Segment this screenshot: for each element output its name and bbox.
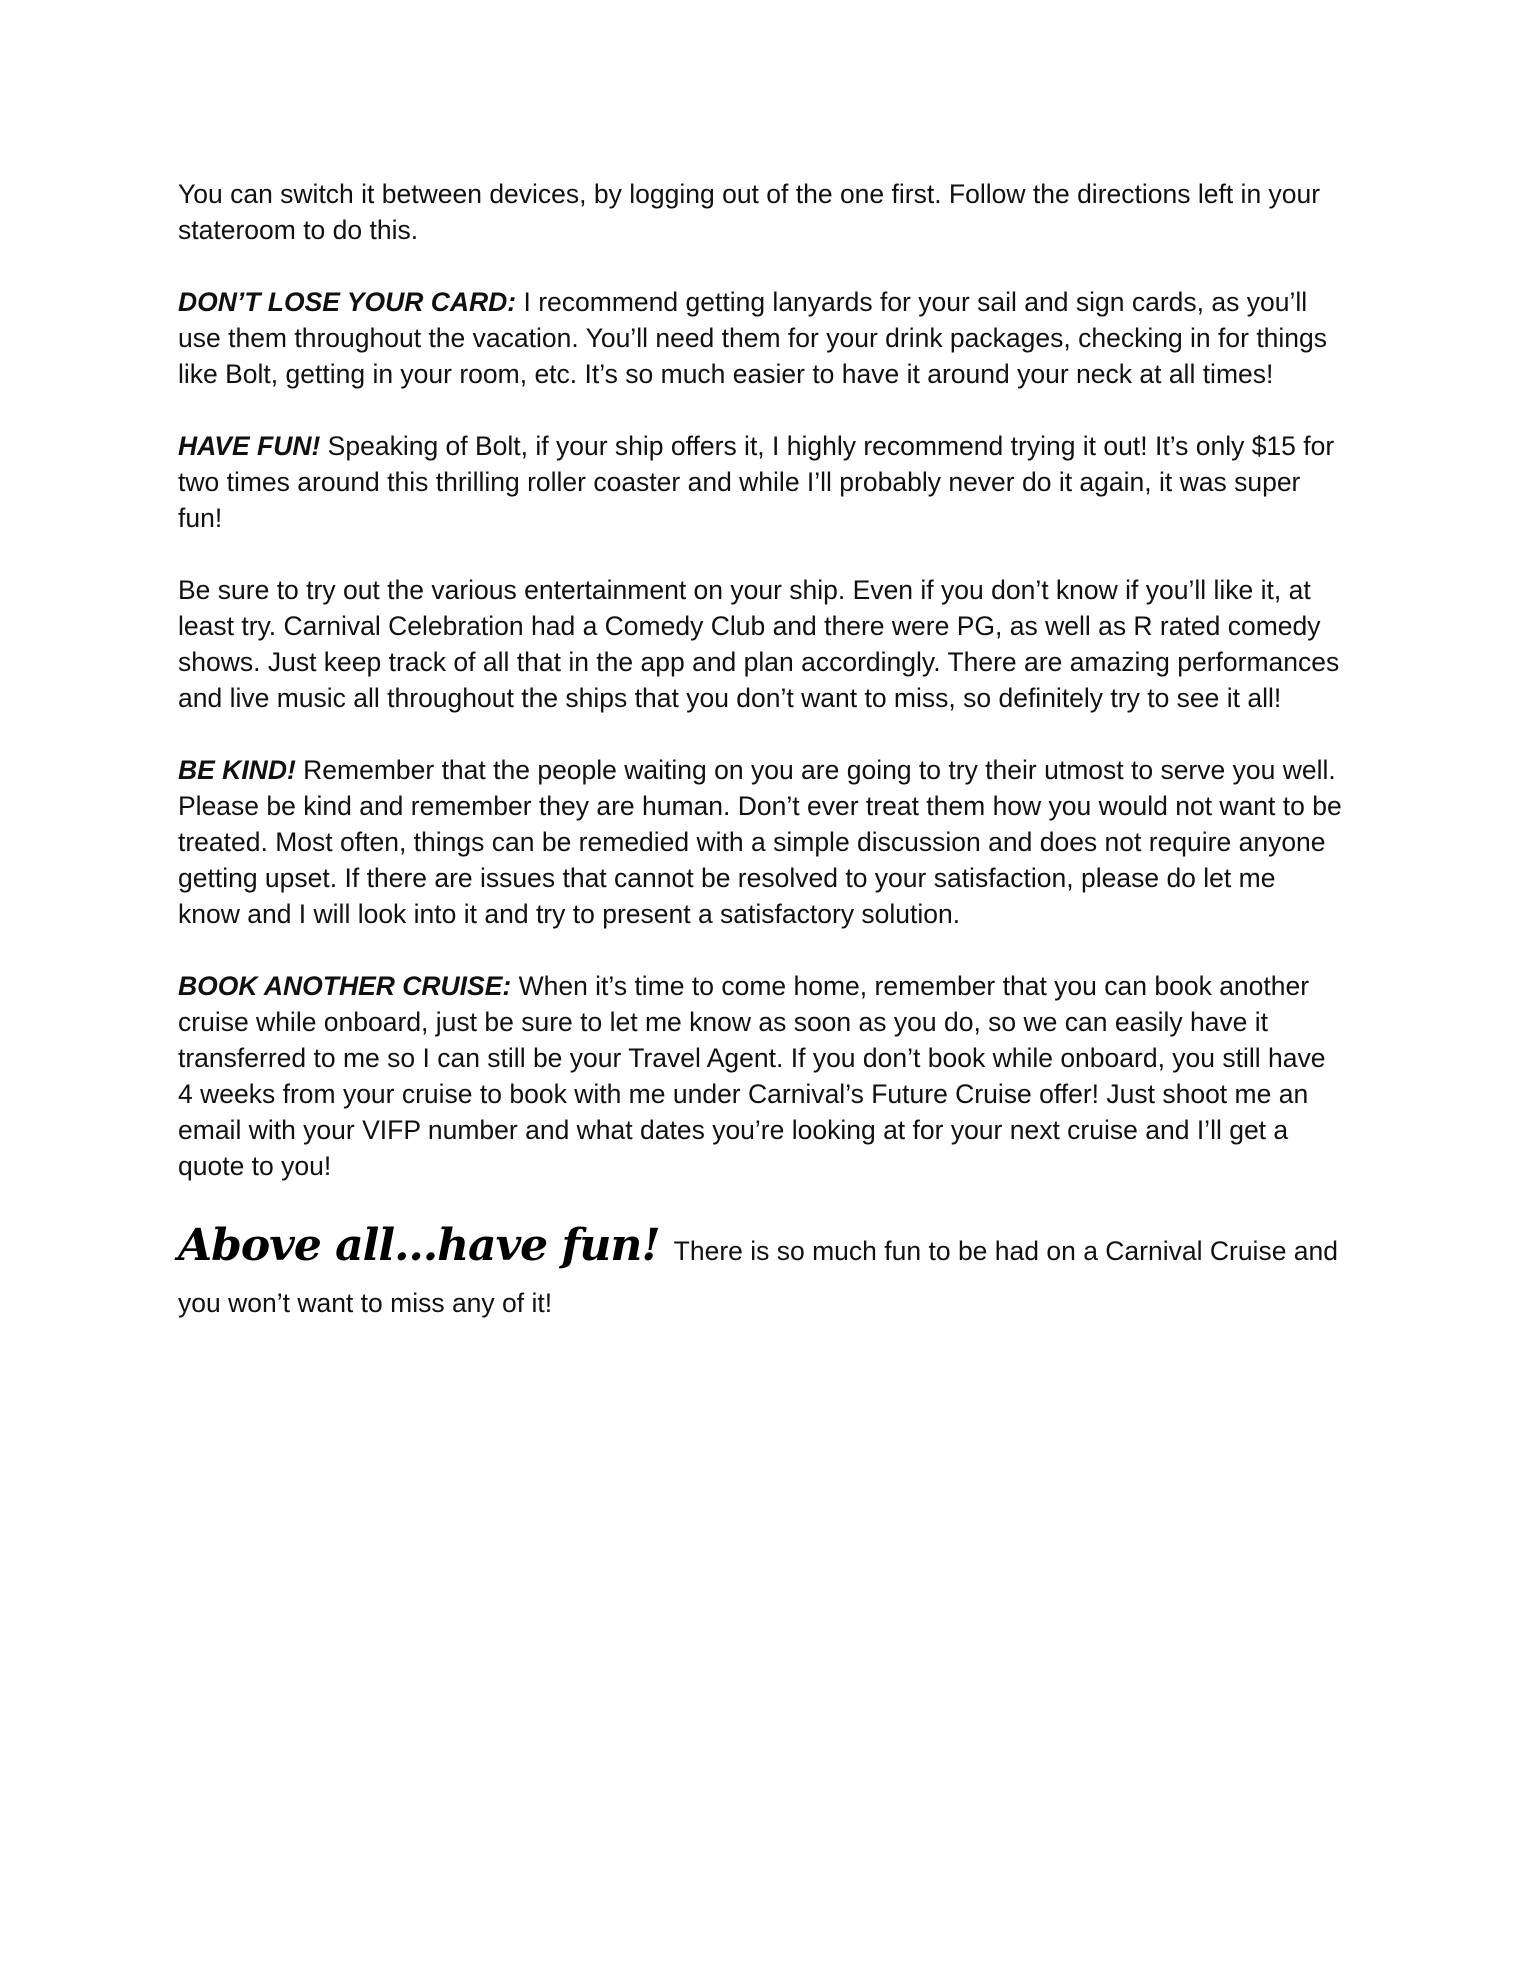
closing-paragraph [178,1220,1344,1329]
paragraph-dont-lose-card [178,284,1344,392]
paragraph-text: Remember that the people waiting on you are going to try their utmost to serve you well. Please be kind and remember they are human. Don’t ever treat them how you would not want to be treated. Most often, things can be remedied with a simple discussion and does not require anyone getting upset. If there are issues that cannot be resolved to your satisfaction, please do let me know and I will look into it and try to present a satisfactory solution. [178,755,1342,929]
paragraph-lead: DON’T LOSE YOUR CARD: [178,287,517,317]
paragraph-switch-devices [178,176,1344,248]
closing-text: There is so much fun to be had on a Carnival Cruise and you won’t want to miss any of it! [178,1236,1339,1318]
closing-heading: Above all…have fun! [178,1220,660,1271]
paragraph-book-another-cruise [178,968,1344,1184]
paragraph-lead: BE KIND! [178,755,296,785]
paragraph-entertainment [178,572,1344,716]
paragraph-have-fun [178,428,1344,536]
paragraph-text: Be sure to try out the various entertainment on your ship. Even if you don’t know if you’ll like it, at least try. Carnival Celebration had a Comedy Club and there were PG, as well as R rated comedy shows. Just keep track of all that in the app and plan accordingly. There are amazing performances and live music all throughout the ships that you don’t want to miss, so definitely try to see it all! [178,575,1340,713]
paragraph-text: I recommend getting lanyards for your sail and sign cards, as you’ll use them throughout the vacation. You’ll need them for your drink packages, checking in for things like Bolt, getting in your room, etc. It’s so much easier to have it around your neck at all times! [178,287,1328,389]
paragraph-text: Speaking of Bolt, if your ship offers it, I highly recommend trying it out! It’s only $15 for two times around this thrilling roller coaster and while I’ll probably never do it again, it was super fun! [178,431,1335,533]
paragraph-be-kind [178,752,1344,932]
paragraph-lead: HAVE FUN! [178,431,321,461]
paragraph-text: You can switch it between devices, by logging out of the one first. Follow the directions left in your stateroom to do this. [178,179,1321,245]
document-body [178,176,1344,1365]
paragraph-lead: BOOK ANOTHER CRUISE: [178,971,512,1001]
paragraph-text: When it’s time to come home, remember that you can book another cruise while onboard, just be sure to let me know as soon as you do, so we can easily have it transferred to me so I can still be your Travel Agent. If you don’t book while onboard, you still have 4 weeks from your cruise to book with me under Carnival’s Future Cruise offer! Just shoot me an email with your VIFP number and what dates you’re looking at for your next cruise and I’ll get a quote to you! [178,971,1326,1181]
